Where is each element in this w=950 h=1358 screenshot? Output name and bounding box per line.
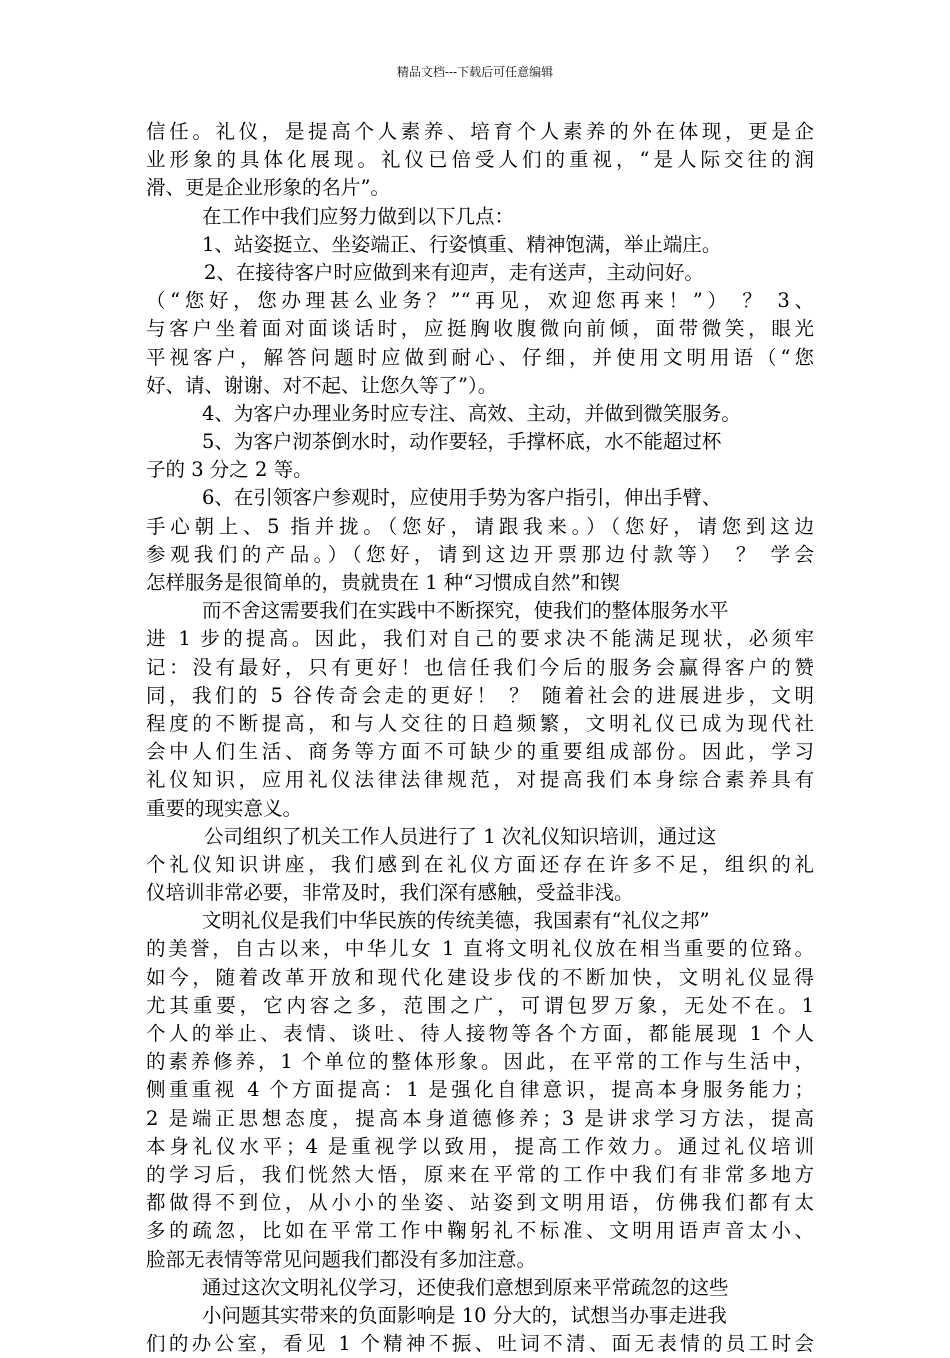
text-line: 在工作中我们应努力做到以下几点： (202, 204, 515, 228)
text-line: 礼仪知识，应用礼仪法律法律规范，对提高我们本身综合素养具有 (146, 768, 814, 792)
text-line: 而不舍这需要我们在实践中不断探究，使我们的整体服务水平 (202, 599, 729, 623)
text-line: 个人的举止、表情、谈吐、待人接物等各个方面，都能展现 1 个人 (146, 1022, 814, 1045)
text-line: 与客户坐着面对面谈话时，应挺胸收腹微向前倾，面带微笑，眼光 (146, 317, 814, 341)
text-line: 的美誉，自古以来，中华儿女 1 直将文明礼仪放在相当重要的位臵。 (146, 937, 814, 961)
text-line: 4、为客户办理业务时应专注、高效、主动，并做到微笑服务。 (202, 401, 741, 425)
text-line: 仪培训非常必要，非常及时，我们深有感触，受益非浅。 (146, 881, 634, 905)
text-line: 脸部无表情等常见问题我们都没有多加注意。 (146, 1247, 537, 1271)
text-line: 公司组织了机关工作人员进行了 1 次礼仪知识培训，通过这 (204, 824, 717, 848)
text-line: 会中人们生活、商务等方面不可缺少的重要组成部份。因此，学习 (146, 740, 814, 764)
document-body (146, 118, 814, 1358)
text-line: 本身礼仪水平；4 是重视学以致用，提高工作效力。通过礼仪培训 (146, 1134, 814, 1158)
text-line: 2 是端正思想态度，提高本身道德修养；3 是讲求学习方法，提高 (146, 1106, 814, 1130)
text-line: 业形象的具体化展现。礼仪已倍受人们的重视，“是人际交往的润 (146, 148, 814, 172)
text-line: 怎样服务是很简单的，贵就贵在 1 种“习惯成自然”和锲 (146, 571, 620, 594)
text-line: 平视客户，解答问题时应做到耐心、仔细，并使用文明用语（“您 (146, 345, 814, 369)
text-line: 好、请、谢谢、对不起、让您久等了”）。 (146, 373, 498, 397)
page-header: 精品文档---下载后可任意编辑 (396, 65, 554, 79)
text-line: 程度的不断提高，和与人交往的日趋频繁，文明礼仪已成为现代社 (146, 711, 814, 735)
text-line: 滑、更是企业形象的名片”。 (146, 176, 390, 200)
text-line: 进 1 步的提高。因此，我们对自己的要求决不能满足现状，必须牢 (146, 627, 814, 651)
text-line: 侧重重视 4 个方面提高：1 是强化自律意识，提高本身服务能力； (146, 1078, 814, 1102)
text-line: 记：没有最好，只有更好！也信任我们今后的服务会赢得客户的赞 (146, 655, 814, 679)
text-line: 多的疏忽，比如在平常工作中鞠躬礼不标准、文明用语声音太小、 (146, 1219, 814, 1243)
text-line: （“您好，您办理甚么业务？”“再见，欢迎您再来！”） ？ 3、 (146, 289, 814, 313)
text-line: 如今，随着改革开放和现代化建设步伐的不断加快，文明礼仪显得 (146, 965, 814, 989)
text-line: 信任。礼仪，是提高个人素养、培育个人素养的外在体现，更是企 (146, 120, 814, 143)
text-line: 5、为客户沏茶倒水时，动作要轻，手撑杯底，水不能超过杯 (202, 430, 722, 454)
text-line: 子的 3 分之 2 等。 (146, 458, 313, 482)
text-line: 的学习后，我们恍然大悟，原来在平常的工作中我们有非常多地方 (146, 1162, 814, 1186)
text-line: 的素养修养，1 个单位的整体形象。因此，在平常的工作与生活中， (146, 1050, 814, 1074)
text-line: 6、在引领客户参观时，应使用手势为客户指引，伸出手臂、 (202, 486, 722, 510)
text-line: 参观我们的产品。）（您好，请到这边开票那边付款等） ？ 学会 (146, 542, 814, 566)
text-line: 通过这次文明礼仪学习，还使我们意想到原来平常疏忽的这些 (202, 1275, 729, 1299)
text-line: 同，我们的 5 谷传奇会走的更好！ ？ 随着社会的进展进步，文明 (146, 683, 814, 707)
text-line: 都做得不到位，从小小的坐姿、站姿到文明用语，仿佛我们都有太 (146, 1191, 814, 1215)
text-line: 小问题其实带来的负面影响是 10 分大的，试想当办事走进我 (202, 1303, 727, 1327)
text-line: 重要的现实意义。 (146, 796, 303, 820)
text-line: 1、站姿挺立、坐姿端正、行姿慎重、精神饱满，举止端庄。 (202, 232, 722, 256)
text-line: 手心朝上、5 指并拢。（您好，请跟我来。）（您好，请您到这边 (146, 514, 814, 538)
text-line: 2、在接待客户时应做到来有迎声，走有送声，主动问好。 (204, 260, 704, 284)
text-line: 个礼仪知识讲座，我们感到在礼仪方面还存在许多不足，组织的礼 (146, 852, 814, 876)
text-line: 们的办公室，看见 1 个精神不振、吐词不清、面无表情的员工时会 (146, 1332, 814, 1356)
text-line: 文明礼仪是我们中华民族的传统美德，我国素有“礼仪之邦” (202, 909, 710, 933)
text-line: 尤其重要，它内容之多，范围之广，可谓包罗万象，无处不在。1 (146, 993, 814, 1017)
